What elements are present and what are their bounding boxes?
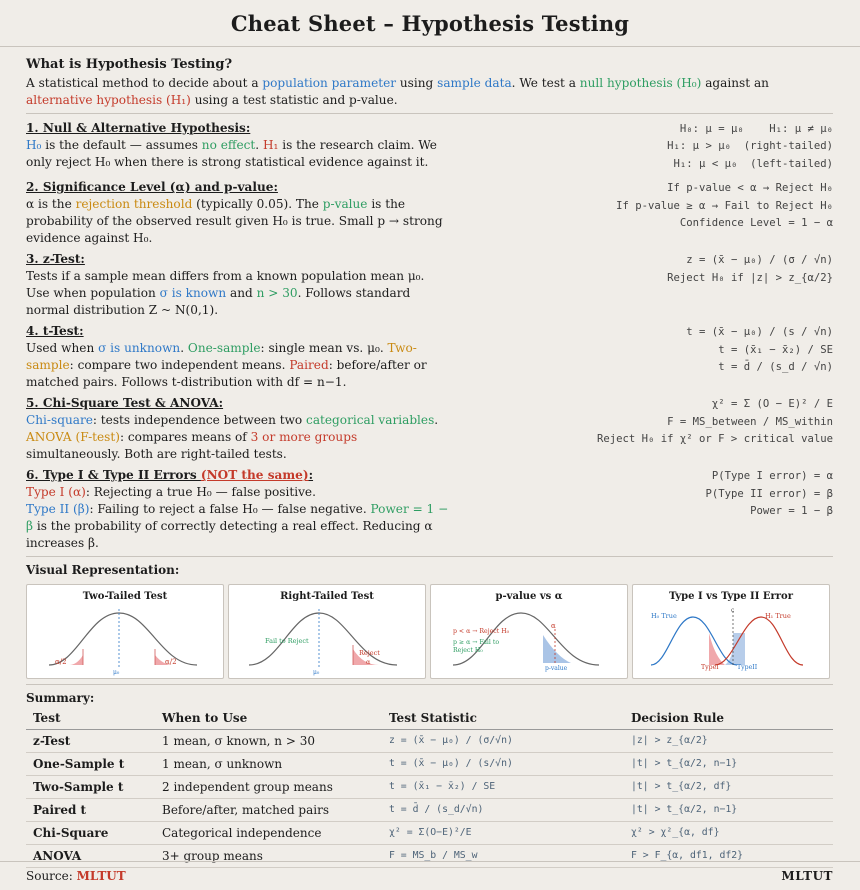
section-6-formulas bbox=[705, 467, 833, 552]
test-statistic-cell: χ² = Σ(O−E)²/E bbox=[382, 821, 624, 844]
test-statistic-cell: t = (x̄₁ − x̄₂) / SE bbox=[382, 775, 624, 798]
s4-text-c: : single mean vs. μ₀. bbox=[260, 341, 388, 356]
type-i-label: TypeI bbox=[701, 664, 719, 672]
section-3-formulas bbox=[667, 251, 833, 319]
reject-label: Reject bbox=[359, 649, 380, 658]
formula: Reject H₀ if χ² or F > critical value bbox=[597, 433, 833, 446]
right-tailed-plot bbox=[229, 605, 427, 677]
decision-rule-cell: |z| > z_{α/2} bbox=[624, 729, 833, 752]
table-row bbox=[26, 752, 833, 775]
formula: If p-value ≥ α → Fail to Reject H₀ bbox=[616, 199, 833, 212]
test-name-cell: Chi-Square bbox=[26, 821, 155, 844]
section-2-formulas bbox=[616, 179, 833, 247]
when-to-use-cell: 3+ group means bbox=[155, 844, 382, 867]
divider bbox=[26, 113, 833, 114]
summary-table bbox=[26, 708, 833, 868]
table-row bbox=[26, 798, 833, 821]
formula: Reject H₀ if |z| > z_{α/2} bbox=[667, 271, 833, 284]
fail-rule-label-2: Reject H₀ bbox=[453, 647, 483, 655]
test-statistic-cell: z = (x̄ − μ₀) / (σ/√n) bbox=[382, 729, 624, 752]
s6-text-a: : Rejecting a true H₀ — false positive. bbox=[85, 485, 316, 500]
s2-text-b: (typically 0.05). The bbox=[192, 197, 323, 212]
term-no-effect: no effect bbox=[201, 138, 256, 152]
section-4-text bbox=[26, 340, 451, 391]
footer-brand: MLTUT bbox=[781, 869, 833, 883]
term-population-parameter: population parameter bbox=[262, 76, 397, 90]
section-t-test bbox=[26, 323, 833, 391]
intro-text-3: . We test a bbox=[511, 76, 580, 90]
panel-pvalue-alpha bbox=[430, 584, 628, 679]
panel-title: Type I vs Type II Error bbox=[669, 591, 793, 603]
when-to-use-cell: 1 mean, σ known, n > 30 bbox=[155, 729, 382, 752]
s4-text-e: : before/after or matched pairs. Follows t-distribution with df = n−1. bbox=[26, 358, 427, 390]
formula: H₀: μ = μ₀ H₁: μ ≠ μ₀ bbox=[679, 123, 833, 135]
intro-heading: What is Hypothesis Testing? bbox=[26, 57, 233, 72]
section-5-text bbox=[26, 412, 451, 463]
s3-text-c: . Follows standard normal distribution Z ~ N(0,1). bbox=[26, 286, 411, 318]
s5-text-d: simultaneously. Both are right-tailed tests. bbox=[26, 447, 287, 462]
term-n-gt-30: n > 30 bbox=[256, 286, 298, 301]
term-alternative-hypothesis: alternative hypothesis (H₁) bbox=[26, 93, 191, 107]
s6-text-c: is the probability of correctly detecting a real effect. Reducing α increases β. bbox=[26, 519, 433, 551]
section-2-title: 2. Significance Level (α) and p-value: bbox=[26, 180, 278, 195]
intro-text-1: A statistical method to decide about a bbox=[26, 76, 263, 90]
s6-text-b: : Failing to reject a false H₀ — false negative. bbox=[89, 502, 371, 517]
when-to-use-cell: 2 independent group means bbox=[155, 775, 382, 798]
term-h1: H₁ bbox=[262, 138, 279, 152]
formula: P(Type II error) = β bbox=[705, 487, 833, 500]
test-statistic-cell: t = d̄ / (s_d/√n) bbox=[382, 798, 624, 821]
test-statistic-cell: F = MS_b / MS_w bbox=[382, 844, 624, 867]
panel-title: p-value vs α bbox=[495, 591, 563, 603]
type-i-area bbox=[709, 633, 725, 665]
section-1-text bbox=[26, 137, 451, 171]
table-header-row bbox=[26, 708, 833, 729]
type-ii-label: TypeII bbox=[737, 664, 758, 672]
footer bbox=[0, 861, 860, 890]
s4-text-a: Used when bbox=[26, 341, 99, 356]
term-sigma-known: σ is known bbox=[159, 286, 227, 301]
critical-label: c bbox=[731, 607, 735, 615]
section-6-text bbox=[26, 484, 451, 552]
formula: H₁: μ < μ₀ (left-tailed) bbox=[673, 157, 833, 170]
section-6-title-warning: (NOT the same) bbox=[200, 468, 309, 483]
term-sigma-unknown: σ is unknown bbox=[98, 341, 181, 356]
column-header: Test Statistic bbox=[382, 708, 624, 729]
two-tailed-plot bbox=[27, 605, 225, 677]
table-row bbox=[26, 729, 833, 752]
section-1-formulas bbox=[667, 120, 833, 173]
s3-text-b: and bbox=[226, 286, 257, 301]
source-brand: MLTUT bbox=[76, 869, 126, 883]
term-type-ii: Type II (β) bbox=[26, 502, 90, 517]
when-to-use-cell: 1 mean, σ unknown bbox=[155, 752, 382, 775]
h0-label: H₀ True bbox=[651, 612, 677, 621]
p-value-label: p-value bbox=[545, 665, 568, 673]
section-5-formulas bbox=[597, 395, 833, 463]
h1-curve bbox=[715, 617, 803, 665]
formula: Confidence Level = 1 − α bbox=[679, 217, 833, 230]
s5-text-c: : compares means of bbox=[119, 430, 251, 445]
test-name-cell: z-Test bbox=[26, 729, 155, 752]
divider bbox=[26, 684, 833, 685]
term-anova: ANOVA (F-test) bbox=[26, 430, 120, 445]
section-5-title: 5. Chi-Square Test & ANOVA: bbox=[26, 396, 224, 411]
test-name-cell: ANOVA bbox=[26, 844, 155, 867]
section-significance bbox=[26, 179, 833, 247]
column-header: Decision Rule bbox=[624, 708, 833, 729]
term-rejection-threshold: rejection threshold bbox=[75, 197, 193, 212]
formula: H₁: μ > μ₀ (right-tailed) bbox=[667, 140, 833, 153]
formula: F = MS_between / MS_within bbox=[667, 415, 833, 428]
formula: P(Type I error) = α bbox=[711, 470, 833, 483]
s2-text-a: α is the bbox=[26, 197, 76, 212]
decision-rule-cell: F > F_{α, df1, df2} bbox=[624, 844, 833, 867]
formula: χ² = Σ (O − E)² / E bbox=[711, 398, 833, 411]
formula: If p-value < α → Reject H₀ bbox=[667, 182, 833, 195]
test-name-cell: One-Sample t bbox=[26, 752, 155, 775]
s1-text-a: is the default — assumes bbox=[41, 138, 202, 152]
alpha-half-right: α/2 bbox=[165, 658, 177, 667]
term-one-sample: One-sample bbox=[187, 341, 261, 356]
formula: z = (x̄ − μ₀) / (σ / √n) bbox=[686, 254, 833, 267]
panel-two-tailed bbox=[26, 584, 224, 679]
s1-text-c: is the research claim. We only reject H₀ when there is strong statistical evidence against it. bbox=[26, 138, 437, 169]
errors-plot bbox=[633, 605, 831, 677]
section-3-text bbox=[26, 268, 451, 319]
panel-title: Two-Tailed Test bbox=[82, 591, 168, 603]
mu-label: μ₀ bbox=[313, 669, 320, 677]
term-three-groups: 3 or more groups bbox=[250, 430, 358, 445]
intro-text-5: using a test statistic and p-value. bbox=[190, 93, 398, 107]
visual-panels bbox=[26, 584, 833, 679]
term-chi-square: Chi-square bbox=[26, 413, 93, 428]
page-title: Cheat Sheet – Hypothesis Testing bbox=[230, 10, 630, 36]
reject-rule-label: p < α → Reject H₀ bbox=[453, 628, 510, 636]
mu-label: μ₀ bbox=[113, 669, 120, 677]
test-name-cell: Paired t bbox=[26, 798, 155, 821]
table-row bbox=[26, 775, 833, 798]
decision-rule-cell: |t| > t_{α/2, df} bbox=[624, 775, 833, 798]
table-row bbox=[26, 821, 833, 844]
term-type-i: Type I (α) bbox=[26, 485, 86, 500]
alpha-half-left: α/2 bbox=[55, 658, 67, 667]
term-p-value: p-value bbox=[322, 197, 368, 212]
pvalue-plot bbox=[431, 605, 629, 677]
intro-text-2: using bbox=[396, 76, 438, 90]
term-paired: Paired bbox=[289, 358, 329, 373]
source-line bbox=[26, 869, 126, 883]
formula: t = d̄ / (s_d / √n) bbox=[718, 361, 833, 374]
when-to-use-cell: Categorical independence bbox=[155, 821, 382, 844]
fail-rule-label: p ≥ α → Fail to bbox=[453, 639, 500, 647]
alpha-label: α bbox=[366, 658, 371, 667]
panel-title: Right-Tailed Test bbox=[280, 591, 374, 603]
section-2-text bbox=[26, 196, 451, 247]
s1-text-b: . bbox=[255, 138, 263, 152]
test-name-cell: Two-Sample t bbox=[26, 775, 155, 798]
intro-text bbox=[26, 75, 833, 109]
page-header bbox=[0, 0, 860, 47]
decision-rule-cell: |t| > t_{α/2, n−1} bbox=[624, 798, 833, 821]
s4-text-d: : compare two independent means. bbox=[69, 358, 290, 373]
s3-text-a: Tests if a sample mean differs from a known population mean μ₀. Use when population bbox=[26, 269, 425, 301]
s5-text-a: : tests independence between two bbox=[92, 413, 307, 428]
test-statistic-cell: t = (x̄ − μ₀) / (s/√n) bbox=[382, 752, 624, 775]
summary-body bbox=[26, 729, 833, 867]
source-label: Source: bbox=[26, 869, 77, 883]
section-4-title: 4. t-Test: bbox=[26, 324, 84, 339]
s5-text-b: . bbox=[434, 413, 439, 428]
term-h0: H₀ bbox=[26, 138, 42, 152]
column-header: When to Use bbox=[155, 708, 382, 729]
intro-section bbox=[26, 57, 833, 109]
s2-text-c: is the probability of the observed result given H₀ is true. Small p → strong evidence against H₀. bbox=[26, 197, 443, 246]
term-two-sample: Two-sample bbox=[26, 341, 417, 373]
section-errors bbox=[26, 467, 833, 552]
panel-right-tailed bbox=[228, 584, 426, 679]
column-header: Test bbox=[26, 708, 155, 729]
formula: Power = 1 − β bbox=[750, 505, 833, 518]
section-1-title: 1. Null & Alternative Hypothesis: bbox=[26, 121, 251, 135]
alpha-label: α bbox=[551, 622, 556, 631]
section-4-formulas bbox=[686, 323, 833, 391]
divider bbox=[26, 556, 833, 557]
summary-heading: Summary: bbox=[26, 691, 95, 706]
formula: t = (x̄ − μ₀) / (s / √n) bbox=[686, 326, 833, 339]
visual-heading: Visual Representation: bbox=[26, 563, 180, 578]
decision-rule-cell: |t| > t_{α/2, n−1} bbox=[624, 752, 833, 775]
formula: t = (x̄₁ − x̄₂) / SE bbox=[718, 343, 833, 356]
panel-type-errors bbox=[632, 584, 830, 679]
section-null-alt bbox=[26, 120, 833, 173]
intro-text-4: against an bbox=[701, 76, 769, 90]
term-power: Power = 1 − β bbox=[26, 502, 449, 534]
decision-rule-cell: χ² > χ²_{α, df} bbox=[624, 821, 833, 844]
section-6-title-text: 6. Type I & Type II Errors bbox=[26, 468, 201, 483]
section-chi-anova bbox=[26, 395, 833, 463]
section-6-title bbox=[26, 467, 451, 484]
s4-text-b: . bbox=[180, 341, 188, 356]
when-to-use-cell: Before/after, matched pairs bbox=[155, 798, 382, 821]
section-z-test bbox=[26, 251, 833, 319]
section-3-title: 3. z-Test: bbox=[26, 252, 85, 267]
h1-label: H₁ True bbox=[765, 612, 791, 621]
section-6-title-colon: : bbox=[308, 468, 314, 483]
fail-to-reject-label: Fail to Reject bbox=[265, 637, 309, 646]
h0-curve bbox=[651, 617, 737, 665]
term-sample-data: sample data bbox=[437, 76, 512, 90]
term-null-hypothesis: null hypothesis (H₀) bbox=[579, 76, 702, 90]
right-tail-area bbox=[155, 655, 199, 665]
term-categorical: categorical variables bbox=[306, 413, 435, 428]
main-content bbox=[26, 57, 833, 868]
